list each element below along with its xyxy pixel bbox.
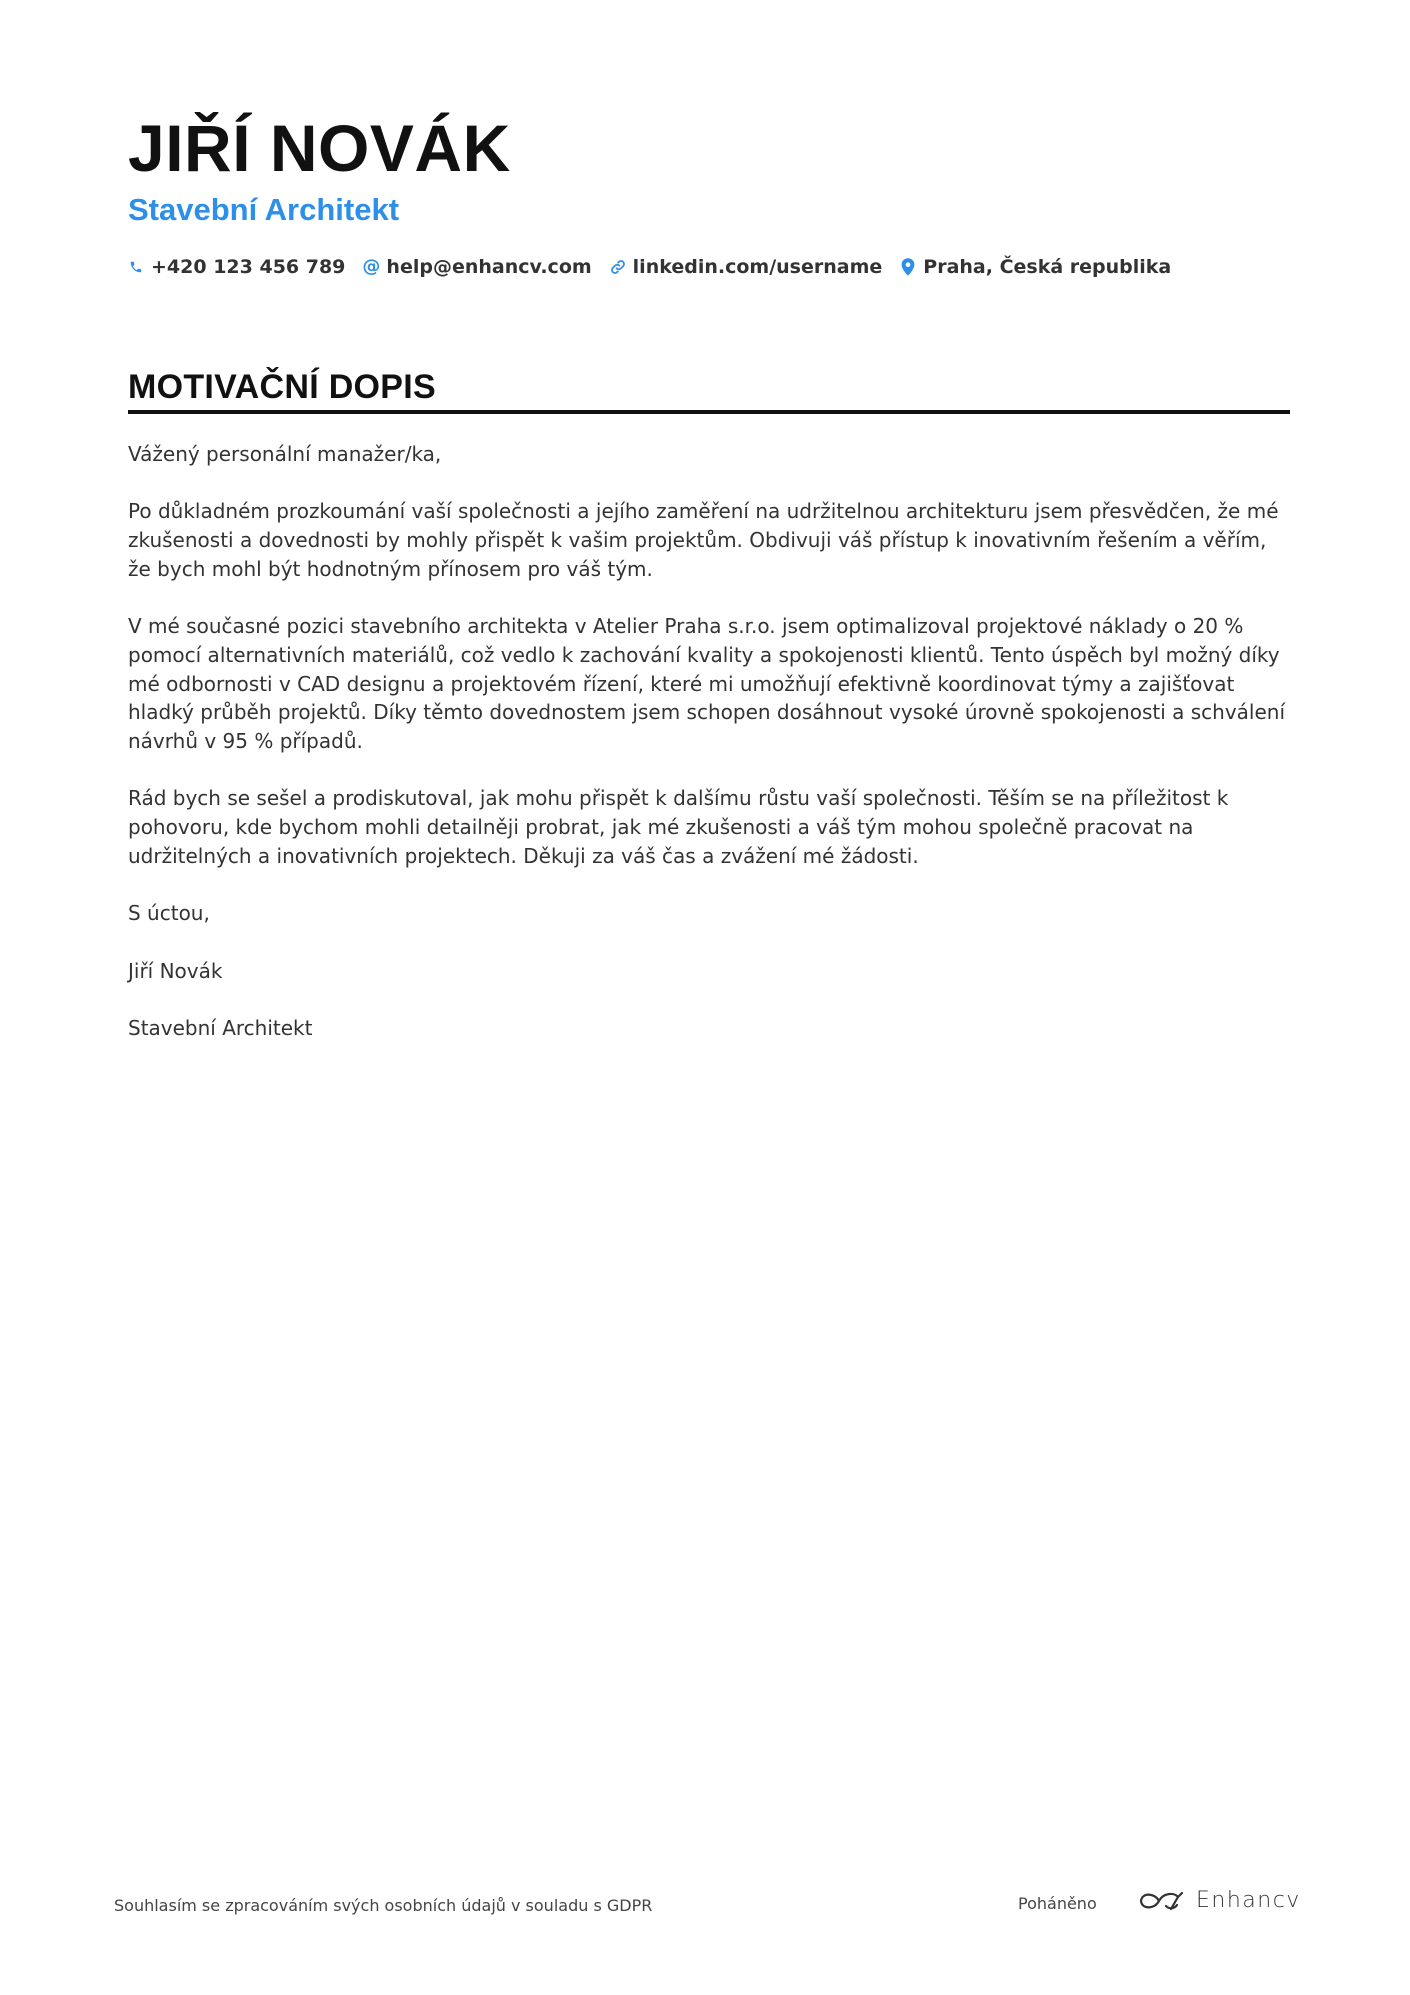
letter-paragraph: Rád bych se sešel a prodiskutoval, jak mohu přispět k dalšímu růstu vaší společnosti. Těším se na příležitost k pohovoru, kde bychom mohli detailněji probrat, jak mé zkušenosti a váš tým mohou společně pracovat na udržitelných a inovativních projektech. Děkuji za váš čas a zvážení mé žádosti.	[128, 786, 1229, 868]
link-icon	[610, 258, 626, 276]
powered-by-label: Poháněno	[1018, 1894, 1097, 1913]
letter-paragraph: V mé současné pozici stavebního architekta v Atelier Praha s.r.o. jsem optimalizoval projektové náklady o 20 % pomocí alternativních materiálů, což vedlo k zachování kvality a spokojenosti klientů. Tento úspěch byl možný díky mé odbornosti v CAD designu a projektovém řízení, které mi umožňují efektivně koordinovat týmy a zajišťovat hladký průběh projektů. Díky těmto dovednostem jsem schopen dosáhnout vysoké úrovně spokojenosti a schválení návrhů v 95 % případů.	[128, 614, 1286, 753]
enhancv-brand[interactable]	[1138, 1888, 1301, 1913]
enhancv-logo-icon	[1138, 1889, 1184, 1913]
contact-linkedin[interactable]	[610, 256, 883, 278]
location-text: Praha, Česká republika	[923, 256, 1172, 278]
letter-greeting: Vážený personální manažer/ka,	[128, 442, 442, 466]
phone-icon	[128, 258, 144, 276]
section-divider	[128, 410, 1290, 414]
letter-body	[128, 440, 1292, 1071]
contact-phone[interactable]	[128, 256, 345, 278]
contact-bar	[128, 252, 1171, 282]
email-text: help@enhancv.com	[386, 256, 592, 278]
section-title: MOTIVAČNÍ DOPIS	[128, 368, 436, 406]
letter-closing: S úctou,	[128, 901, 210, 926]
brand-name: Enhancv	[1196, 1888, 1301, 1913]
contact-email[interactable]	[363, 256, 591, 278]
candidate-name: JIŘÍ NOVÁK	[128, 111, 511, 185]
phone-text: +420 123 456 789	[151, 256, 346, 278]
map-pin-icon	[900, 258, 916, 276]
signature-name: Jiří Novák	[128, 958, 223, 983]
linkedin-text: linkedin.com/username	[632, 256, 883, 278]
contact-location	[900, 256, 1171, 278]
letter-paragraph: Po důkladném prozkoumání vaší společnosti a jejího zaměření na udržitelnou architekturu jsem přesvědčen, že mé zkušenosti a dovednosti by mohly přispět k vašim projektům. Obdivuji váš přístup k inovativním řešením a věřím, že bych mohl být hodnotným přínosem pro váš tým.	[128, 499, 1279, 581]
gdpr-consent-note: Souhlasím se zpracováním svých osobních údajů v souladu s GDPR	[114, 1896, 653, 1915]
signature-title: Stavební Architekt	[128, 1015, 313, 1040]
at-icon: @	[362, 256, 381, 277]
candidate-role: Stavební Architekt	[128, 192, 400, 227]
